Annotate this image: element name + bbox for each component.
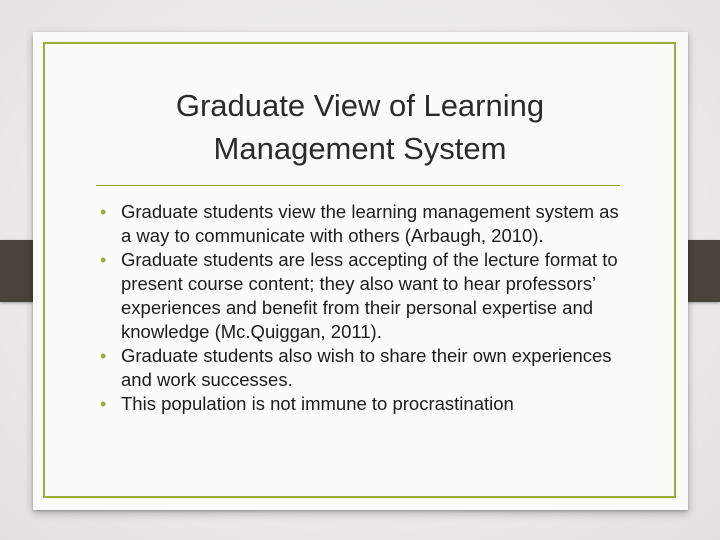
- bullet-item: [100, 200, 630, 248]
- bullet-text: Graduate students view the learning management system as a way to communicate with others (Arbaugh, 2010).: [121, 201, 619, 246]
- bullet-icon: •: [100, 250, 107, 270]
- slide-title: Graduate View of Learning Management System: [175, 88, 545, 166]
- bullet-item: [100, 248, 630, 344]
- bullet-text: This population is not immune to procrastination: [121, 393, 514, 414]
- bullet-item: [100, 392, 630, 416]
- title-divider: [96, 185, 620, 186]
- bullet-icon: •: [100, 394, 107, 414]
- bullet-item: [100, 344, 630, 392]
- bullet-icon: •: [100, 346, 107, 366]
- bullet-icon: •: [100, 202, 107, 222]
- right-decorative-tab: [687, 240, 720, 302]
- left-decorative-tab: [0, 240, 33, 302]
- bullet-text: Graduate students are less accepting of the lecture format to present course content; they also want to hear professors’ experiences and benefit from their personal expertise and knowledge (Mc.Quiggan, 2011).: [121, 249, 618, 342]
- bullet-text: Graduate students also wish to share their own experiences and work successes.: [121, 345, 612, 390]
- bullet-list: [100, 200, 630, 416]
